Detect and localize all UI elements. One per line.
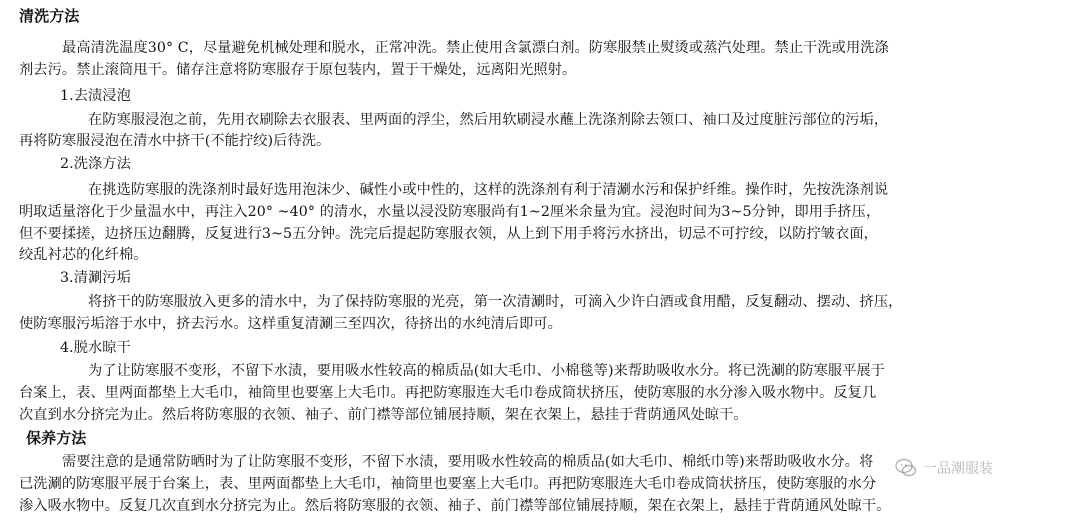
paragraph-line: 绞乱衬芯的化纤棉。 (19, 247, 148, 263)
watermark-text: 一品潮服装 (923, 461, 993, 477)
paragraph-line: 使防寒服污垢溶于水中，挤去污水。这样重复清涮三至四次，待挤出的水纯清后即可。 (19, 316, 562, 332)
paragraph-line: 台案上，表、里两面都垫上大毛巾，袖筒里也要塞上大毛巾。再把防寒服连大毛巾卷成筒状挤压，使防寒服的水分渗入吸水物中。反复几 (19, 385, 877, 401)
paragraph-line: 明取适量溶化于少量温水中，再注入20° ~40° 的清水，水量以浸没防寒服尚有1~2厘米余量为宜。浸泡时间为3~5分钟，即用手挤压， (19, 204, 881, 220)
paragraph-line: 已洗涮的防寒服平展于台案上，表、里两面都垫上大毛巾，袖筒里也要塞上大毛巾。再把防寒服连大毛巾卷成筒状挤压，使防寒服的水分 (19, 476, 877, 492)
section-heading-maintenance: 保养方法 (26, 429, 87, 447)
subsection-title: 4.脱水晾干 (60, 340, 131, 356)
subsection-title: 2.洗涤方法 (60, 156, 131, 172)
watermark (895, 455, 993, 481)
paragraph-line: 剂去污。禁止滚筒甩干。储存注意将防寒服存于原包装内，置于干燥处，远离阳光照射。 (19, 62, 577, 78)
paragraph-line: 将挤干的防寒服放入更多的清水中，为了保持防寒服的光亮，第一次清涮时，可滴入少许白酒或食用醋，反复翻动、摆动、挤压， (88, 294, 903, 310)
paragraph-line: 在挑选防寒服的洗涤剂时最好选用泡沫少、碱性小或中性的，这样的洗涤剂有利于清涮水污和保护纤维。操作时，先按洗涤剂说 (88, 182, 889, 198)
paragraph-line: 需要注意的是通常防晒时为了让防寒服不变形，不留下水渍，要用吸水性较高的棉质品(如大毛巾、棉纸巾等)来帮助吸收水分。将 (62, 454, 874, 470)
paragraph-line: 最高清洗温度30° C，尽量避免机械处理和脱水，正常冲洗。禁止使用含氯漂白剂。防寒服禁止熨烫或蒸汽处理。禁止干洗或用洗涤 (62, 40, 889, 56)
paragraph-line: 次直到水分挤完为止。然后将防寒服的衣领、袖子、前门襟等部位铺展持顺，架在衣架上，悬挂于背荫通风处晾干。 (19, 407, 748, 423)
subsection-title: 3.清涮污垢 (60, 270, 131, 286)
paragraph-line: 再将防寒服浸泡在清水中挤干(不能拧绞)后待洗。 (19, 133, 331, 149)
paragraph-line: 渗入吸水物中。反复几次直到水分挤完为止。然后将防寒服的衣领、袖子、前门襟等部位铺展持顺，架在衣架上，悬挂于背荫通风处晾干。 (19, 498, 891, 514)
wechat-logo-icon (895, 457, 917, 479)
section-heading-washing: 清洗方法 (19, 7, 80, 25)
paragraph-line: 但不要揉搓，边挤压边翻腾，反复进行3~5五分钟。洗完后提起防寒服衣领，从上到下用手将污水挤出，切忌不可拧绞，以防拧皱衣面， (19, 226, 878, 242)
subsection-title: 1.去渍浸泡 (60, 88, 131, 104)
paragraph-line: 在防寒服浸泡之前，先用衣刷除去衣服表、里两面的浮尘，然后用软刷浸水蘸上洗涤剂除去领口、袖口及过度脏污部位的污垢， (88, 112, 889, 128)
paragraph-line: 为了让防寒服不变形，不留下水渍，要用吸水性较高的棉质品(如大毛巾、小棉毯等)来帮助吸收水分。将已洗涮的防寒服平展于 (88, 363, 886, 379)
